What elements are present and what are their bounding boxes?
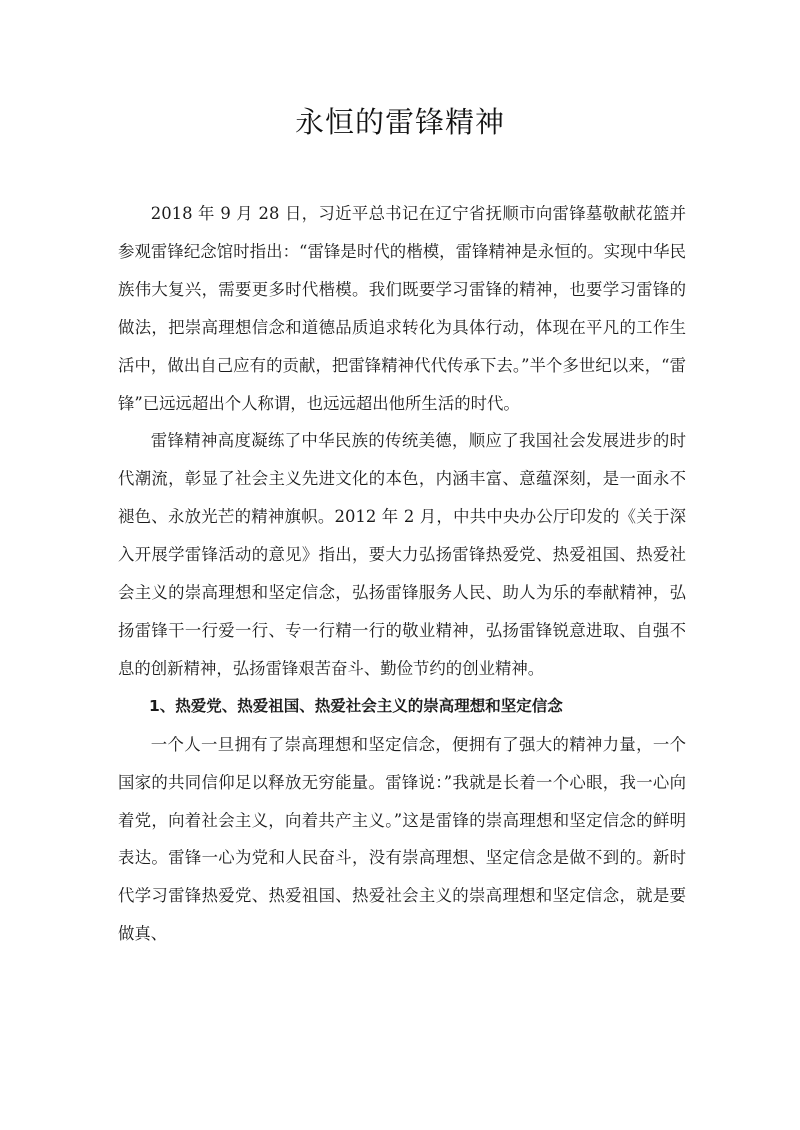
document-body	[118, 195, 686, 953]
section-paragraph: 一个人一旦拥有了崇高理想和坚定信念，便拥有了强大的精神力量，一个国家的共同信仰足以释放无穷能量。雷锋说：”我就是长着一个心眼，我一心向着党，向着社会主义，向着共产主义。”这是雷锋的崇高理想和坚定信念的鲜明表达。雷锋一心为党和人民奋斗，没有崇高理想、坚定信念是做不到的。新时代学习雷锋热爱党、热爱祖国、热爱社会主义的崇高理想和坚定信念，就是要做真、	[118, 734, 686, 944]
body-paragraph-1: 2018 年 9 月 28 日，习近平总书记在辽宁省抚顺市向雷锋墓敬献花篮并参观雷锋纪念馆时指出：“雷锋是时代的楷模，雷锋精神是永恒的。实现中华民族伟大复兴，需要更多时代楷模。我们既要学习雷锋的精神，也要学习雷锋的做法，把崇高理想信念和道德品质追求转化为具体行动，体现在平凡的工作生活中，做出自己应有的贡献，把雷锋精神代代传承下去。”半个多世纪以来，“雷锋”已远远超出个人称谓，也远远超出他所生活的时代。	[118, 204, 686, 413]
page-title: 永恒的雷锋精神	[294, 105, 505, 139]
body-paragraph-2: 雷锋精神高度凝练了中华民族的传统美德，顺应了我国社会发展进步的时代潮流，彰显了社会主义先进文化的本色，内涵丰富、意蕴深刻，是一面永不褪色、永放光芒的精神旗帜。2012 年 2 月，中共中央办公厅印发的《关于深入开展学雷锋活动的意见》指出，要大力弘扬雷锋热爱党、热爱祖国、热爱社会主义的崇高理想和坚定信念，弘扬雷锋服务人民、助人为乐的奉献精神，弘扬雷锋干一行爱一行、专一行精一行的敬业精神，弘扬雷锋锐意进取、自强不息的创新精神，弘扬雷锋艰苦奋斗、勤俭节约的创业精神。	[118, 431, 686, 678]
section-heading: 1、热爱党、热爱祖国、热爱社会主义的崇高理想和坚定信念	[149, 696, 563, 715]
